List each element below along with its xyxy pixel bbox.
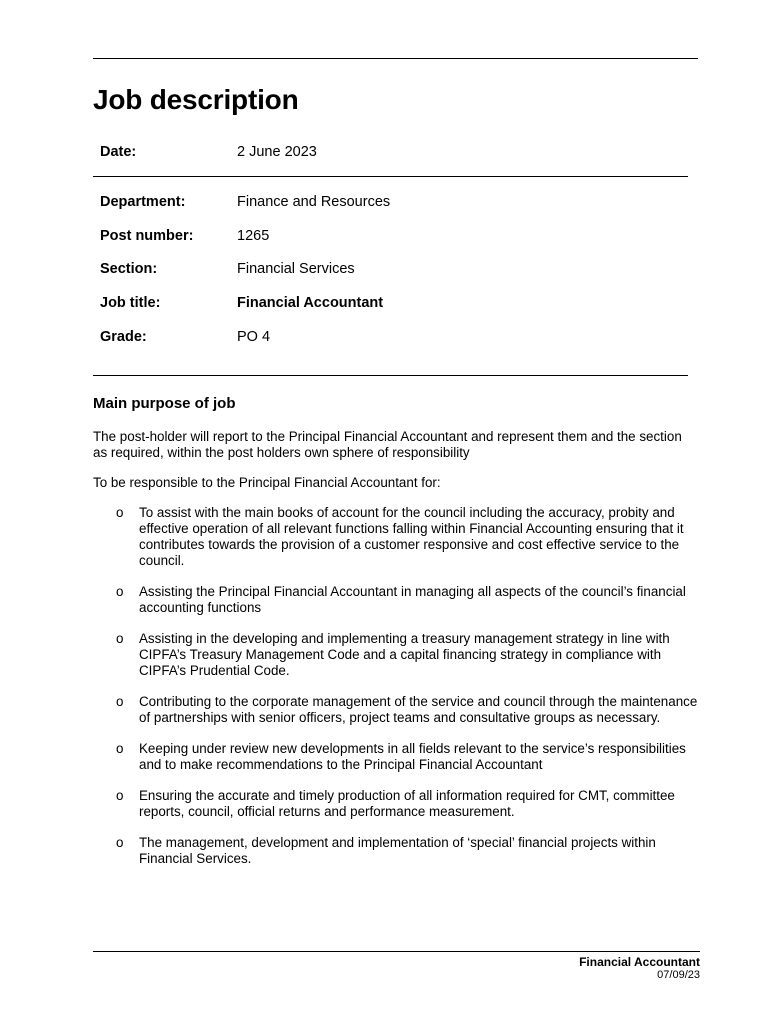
job-title-label: Job title: <box>100 295 161 311</box>
duty-text: Keeping under review new developments in all fields relevant to the service’s responsibilities and to make recommendations to the Principal Financial Accountant <box>139 741 686 772</box>
list-item <box>93 584 703 616</box>
footer-divider <box>93 951 700 952</box>
bullet-icon: o <box>116 835 124 850</box>
bullet-icon: o <box>116 584 124 599</box>
purpose-intro: The post-holder will report to the Principal Financial Accountant and represent them and the section as required, within the post holders own sphere of responsibility <box>93 429 682 460</box>
footer-title: Financial Accountant <box>579 955 700 969</box>
job-title-row <box>100 295 660 315</box>
bullet-icon: o <box>116 631 124 646</box>
purpose-lead: To be responsible to the Principal Financial Accountant for: <box>93 475 441 490</box>
duty-text: To assist with the main books of account for the council including the accuracy, probity and effective operation of all relevant functions falling within Financial Accounting ensuring that it contributes towards the provision of a customer responsive and cost effective service to the council. <box>139 505 684 568</box>
duty-text: Contributing to the corporate management of the service and council through the maintenance of partnerships with senior officers, project teams and consultative groups as necessary. <box>139 694 698 725</box>
grade-label: Grade: <box>100 329 147 345</box>
section-row <box>100 261 660 281</box>
department-value: Finance and Resources <box>237 194 391 210</box>
list-item <box>93 788 703 820</box>
date-row <box>100 144 660 164</box>
date-value: 2 June 2023 <box>237 144 317 160</box>
list-item <box>93 505 703 569</box>
duty-text: The management, development and implementation of ‘special’ financial projects within Financial Services. <box>139 835 656 866</box>
date-label: Date: <box>100 144 137 160</box>
duty-text: Ensuring the accurate and timely production of all information required for CMT, committee reports, council, official returns and performance measurement. <box>139 788 675 819</box>
bullet-icon: o <box>116 505 124 520</box>
bullet-icon: o <box>116 694 124 709</box>
top-divider <box>93 58 698 59</box>
bullet-icon: o <box>116 788 124 803</box>
job-title-value: Financial Accountant <box>237 295 384 311</box>
list-item <box>93 694 703 726</box>
post-number-row <box>100 228 660 248</box>
section-label: Section: <box>100 261 158 277</box>
post-number-label: Post number: <box>100 228 194 244</box>
main-purpose-heading: Main purpose of job <box>93 395 236 412</box>
grade-row <box>100 329 660 349</box>
list-item <box>93 631 703 679</box>
grade-value: PO 4 <box>237 329 271 345</box>
duty-text: Assisting in the developing and implementing a treasury management strategy in line with CIPFA’s Treasury Management Code and a capital financing strategy in compliance with CIPFA’s Prudential Code. <box>139 631 670 678</box>
post-number-value: 1265 <box>237 228 270 244</box>
list-item <box>93 835 703 867</box>
footer-date: 07/09/23 <box>657 969 700 981</box>
section-value: Financial Services <box>237 261 355 277</box>
list-item <box>93 741 703 773</box>
duties-list <box>93 505 703 882</box>
section-divider <box>93 176 688 177</box>
bullet-icon: o <box>116 741 124 756</box>
department-row <box>100 194 660 214</box>
page-title: Job description <box>93 84 299 115</box>
section-divider <box>93 375 688 376</box>
department-label: Department: <box>100 194 186 210</box>
duty-text: Assisting the Principal Financial Accountant in managing all aspects of the council’s financial accounting functions <box>139 584 686 615</box>
